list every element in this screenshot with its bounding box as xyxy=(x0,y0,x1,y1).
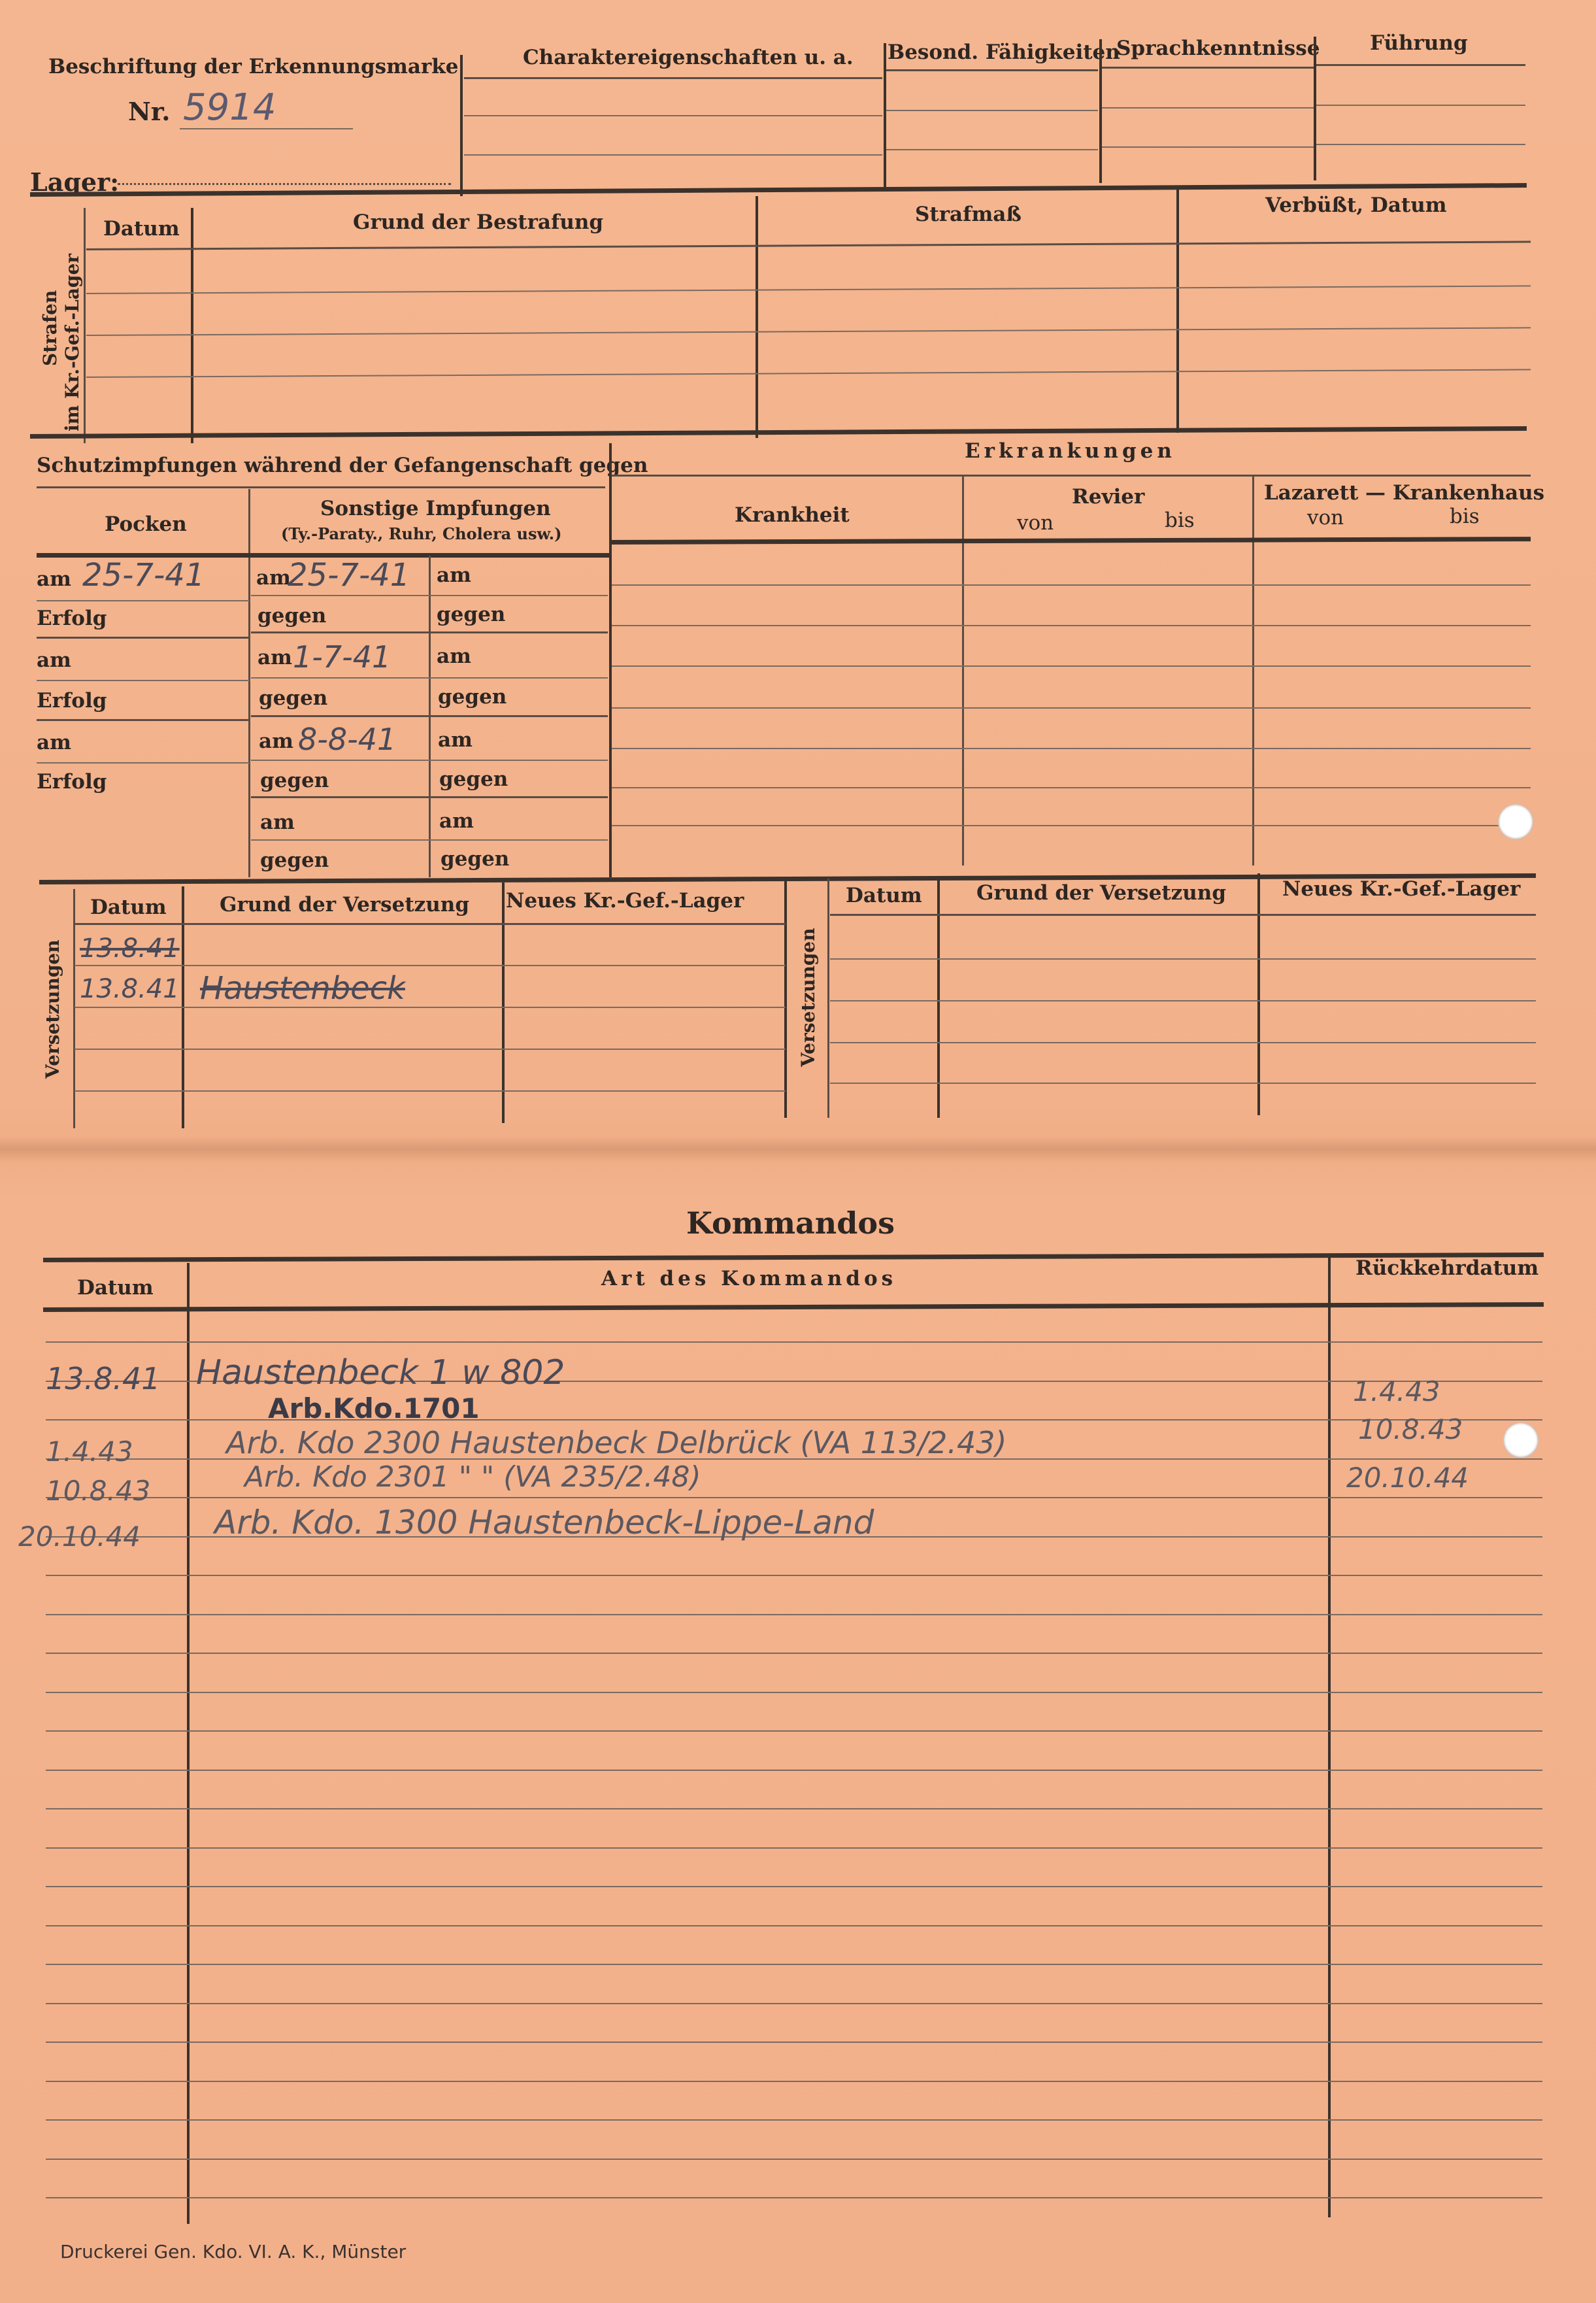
vers-r-divider-0 xyxy=(827,879,829,1118)
sonst-am-4: am xyxy=(260,811,295,834)
komm-ruled-line xyxy=(46,1341,1542,1343)
sonst-line-5 xyxy=(251,760,608,761)
strafen-divider-3 xyxy=(1176,190,1179,433)
sonst-line-4 xyxy=(251,715,608,717)
impfungen-title: Schutzimpfungen während der Gefangenschaft gegen xyxy=(37,454,648,477)
pocken-am-3: am xyxy=(37,731,71,754)
card-fold xyxy=(0,1136,1596,1162)
nr-underline xyxy=(180,128,353,129)
faehigkeiten-label: Besond. Fähigkeiten xyxy=(888,41,1120,64)
sprach-line-3 xyxy=(1102,146,1314,148)
vers-right-line-1 xyxy=(830,958,1536,960)
sonst-am-1b: am xyxy=(437,563,471,587)
sonst-gegen-3: gegen xyxy=(260,769,329,792)
fuehrung-line-1 xyxy=(1316,64,1525,66)
erk-line-6 xyxy=(612,787,1531,788)
punch-hole-1 xyxy=(1498,804,1533,839)
kommandos-datum-header: Datum xyxy=(77,1276,154,1300)
pocken-line-1 xyxy=(37,600,250,601)
charakter-line-1 xyxy=(464,77,882,79)
erk-divider-2 xyxy=(1252,476,1254,866)
komm-ruled-line xyxy=(46,1886,1542,1887)
komm-ruled-line xyxy=(46,2159,1542,2160)
lazarett-header: Lazarett — Krankenhaus xyxy=(1264,481,1545,505)
fuehrung-line-3 xyxy=(1316,144,1525,145)
pocken-erfolg-1: Erfolg xyxy=(37,607,107,630)
vers-left-line-2 xyxy=(75,1007,786,1008)
strafen-side-label-1: Strafen xyxy=(39,290,61,366)
sonst-gegen-4: gegen xyxy=(260,849,329,872)
komm-row2-art: Arb.Kdo.1701 xyxy=(268,1392,480,1424)
erk-line-2 xyxy=(612,625,1531,626)
strafen-header-rule xyxy=(86,241,1531,250)
lager-label: Lager: xyxy=(30,167,120,197)
faehigkeiten-line-2 xyxy=(886,110,1098,111)
sonst-line-3 xyxy=(251,677,608,679)
vers-left-line-3 xyxy=(75,1049,786,1050)
sonst-gegen-1: gegen xyxy=(258,604,327,628)
sonst-am-2b: am xyxy=(437,645,471,668)
sonst-line-1 xyxy=(251,595,608,596)
impf-divider-main xyxy=(609,443,612,877)
pocken-line-4 xyxy=(37,719,250,721)
strafen-side-label-2: im Kr.-Gef.-Lager xyxy=(61,253,83,431)
pocken-erfolg-3: Erfolg xyxy=(37,770,107,794)
lazarett-bis: bis xyxy=(1450,505,1480,528)
impfungen-title-rule xyxy=(37,486,605,488)
lazarett-von: von xyxy=(1307,506,1344,530)
vers-r-divider-2 xyxy=(1257,873,1260,1115)
sonst-date-2: 1-7-41 xyxy=(293,639,391,675)
komm-ruled-line xyxy=(46,1653,1542,1654)
erk-header-rule xyxy=(612,537,1531,545)
charakter-label: Charaktereigenschaften u. a. xyxy=(523,46,854,69)
komm-ruled-line xyxy=(46,1614,1542,1615)
komm-ruled-line xyxy=(46,1730,1542,1732)
revier-bis: bis xyxy=(1165,509,1195,532)
sonst-gegen-1b: gegen xyxy=(437,603,506,626)
kommandos-rueckkehr-header: Rückkehrdatum xyxy=(1355,1256,1539,1280)
erk-line-3 xyxy=(612,665,1531,667)
header-divider-1 xyxy=(460,55,463,196)
kommandos-header-rule xyxy=(43,1302,1544,1312)
komm-row4-rueck: 20.10.44 xyxy=(1346,1462,1469,1494)
vers-left-row1-date: 13.8.41 xyxy=(80,933,180,964)
strafen-verbuesst-header: Verbüßt, Datum xyxy=(1265,193,1447,217)
komm-row5-datum: 20.10.44 xyxy=(18,1521,141,1553)
strafen-row-line-3 xyxy=(86,369,1531,378)
vers-right-line-3 xyxy=(830,1042,1536,1043)
sonst-date-1: 25-7-41 xyxy=(288,557,410,594)
versetzungen-side-label-left: Versetzungen xyxy=(42,939,63,1079)
pocken-am-2: am xyxy=(37,648,71,672)
sonst-am-3b: am xyxy=(438,728,473,752)
vers-left-lager-header: Neues Kr.-Gef.-Lager xyxy=(506,889,744,913)
sonst-line-2 xyxy=(251,631,608,633)
pocken-line-5 xyxy=(37,762,250,764)
komm-row4-datum: 10.8.43 xyxy=(46,1475,151,1507)
komm-row1-datum: 13.8.41 xyxy=(46,1361,161,1396)
versetzungen-side-label-right: Versetzungen xyxy=(797,928,819,1067)
komm-ruled-line xyxy=(46,2197,1542,2198)
komm-ruled-line xyxy=(46,1770,1542,1771)
erkennungsmarke-label: Beschriftung der Erkennungsmarke xyxy=(48,55,459,78)
vers-l-divider-3 xyxy=(784,879,787,1118)
komm-divider-2 xyxy=(1328,1254,1331,2217)
erk-line-4 xyxy=(612,707,1531,709)
komm-ruled-line xyxy=(46,1964,1542,1965)
komm-ruled-line xyxy=(46,2003,1542,2004)
header-divider-4 xyxy=(1314,37,1316,180)
sonst-gegen-4b: gegen xyxy=(441,847,510,871)
komm-ruled-line xyxy=(46,1925,1542,1926)
vers-right-line-2 xyxy=(830,1000,1536,1001)
kommandos-art-header: Art des Kommandos xyxy=(601,1267,897,1290)
revier-header: Revier xyxy=(1072,485,1145,509)
strafen-grund-header: Grund der Bestrafung xyxy=(353,210,604,234)
kommandos-title: Kommandos xyxy=(686,1205,895,1241)
sonstige-sub-header: (Ty.-Paraty., Ruhr, Cholera usw.) xyxy=(281,524,562,543)
sprach-label: Sprachkenntnisse xyxy=(1116,37,1320,60)
vers-left-row2-grund: Haustenbeck xyxy=(200,970,405,1007)
pocken-line-3 xyxy=(37,680,250,681)
vers-left-row2-date: 13.8.41 xyxy=(80,974,180,1004)
pocken-line-2 xyxy=(37,637,250,639)
komm-row2-rueck: 1.4.43 xyxy=(1353,1375,1440,1407)
faehigkeiten-line-1 xyxy=(886,69,1098,71)
sonst-line-6 xyxy=(251,796,608,798)
vers-right-grund-header: Grund der Versetzung xyxy=(976,881,1226,905)
revier-von: von xyxy=(1017,511,1054,535)
komm-ruled-line xyxy=(46,2042,1542,2043)
kommandos-top-rule xyxy=(43,1252,1544,1262)
nr-value: 5914 xyxy=(183,86,276,129)
sonst-gegen-2: gegen xyxy=(259,686,328,710)
komm-row1-art: Haustenbeck 1 w 802 xyxy=(196,1353,565,1392)
sonst-am-4b: am xyxy=(439,809,474,833)
sonst-date-3: 8-8-41 xyxy=(298,722,397,757)
lager-dotted-line xyxy=(118,183,451,185)
erk-divider-1 xyxy=(962,476,964,866)
sonst-am-3: am xyxy=(259,730,293,753)
sonst-am-2: am xyxy=(258,646,292,669)
header-divider-2 xyxy=(884,43,886,188)
strafen-divider-1 xyxy=(191,208,193,443)
fuehrung-line-2 xyxy=(1316,105,1525,106)
pocken-date-1: 25-7-41 xyxy=(82,557,205,594)
komm-ruled-line xyxy=(46,1497,1542,1498)
nr-label: Nr. xyxy=(128,97,171,126)
erkrankungen-title-rule xyxy=(612,475,1531,477)
charakter-line-2 xyxy=(464,115,882,116)
strafen-strafmass-header: Strafmaß xyxy=(915,203,1022,226)
komm-ruled-line xyxy=(46,1575,1542,1576)
komm-row3-datum: 1.4.43 xyxy=(46,1436,133,1468)
sonst-gegen-2b: gegen xyxy=(438,685,507,709)
krankheit-header: Krankheit xyxy=(735,503,850,527)
strafen-bottom-rule xyxy=(30,426,1527,439)
strafen-divider-0 xyxy=(84,208,86,443)
pocken-am-1: am xyxy=(37,567,71,591)
strafen-datum-header: Datum xyxy=(103,217,180,241)
sprach-line-1 xyxy=(1102,67,1314,69)
erk-line-5 xyxy=(612,748,1531,749)
pocken-header: Pocken xyxy=(105,513,187,536)
vers-left-header-rule xyxy=(75,923,786,925)
impf-divider-1 xyxy=(248,489,250,877)
pocken-erfolg-2: Erfolg xyxy=(37,689,107,713)
komm-divider-1 xyxy=(187,1263,190,2224)
charakter-line-3 xyxy=(464,154,882,156)
vers-left-line-1 xyxy=(75,965,786,966)
vers-left-line-4 xyxy=(75,1090,786,1092)
vers-l-divider-2 xyxy=(502,883,505,1123)
sonst-gegen-3b: gegen xyxy=(439,767,508,791)
vers-right-line-4 xyxy=(830,1083,1536,1084)
komm-row5-art: Arb. Kdo. 1300 Haustenbeck-Lippe-Land xyxy=(214,1504,874,1541)
komm-row3-rueck: 10.8.43 xyxy=(1358,1413,1463,1445)
sprach-line-2 xyxy=(1102,107,1314,109)
sonst-am-1: am xyxy=(256,566,291,590)
sonstige-header: Sonstige Impfungen xyxy=(320,497,551,520)
komm-ruled-line xyxy=(46,2119,1542,2121)
erkrankungen-title: Erkrankungen xyxy=(965,439,1176,463)
vers-right-datum-header: Datum xyxy=(846,884,922,907)
komm-ruled-line xyxy=(46,1847,1542,1849)
faehigkeiten-line-3 xyxy=(886,149,1098,150)
erk-line-7 xyxy=(612,825,1531,826)
komm-ruled-line xyxy=(46,2081,1542,2082)
vers-left-grund-header: Grund der Versetzung xyxy=(220,893,469,916)
fuehrung-label: Führung xyxy=(1370,31,1468,55)
strafen-row-line-1 xyxy=(86,285,1531,294)
erk-line-1 xyxy=(612,584,1531,586)
header-divider-3 xyxy=(1099,39,1102,183)
komm-ruled-line xyxy=(46,1808,1542,1809)
komm-row3-art: Arb. Kdo 2300 Haustenbeck Delbrück (VA 113/2.43) xyxy=(226,1425,1007,1460)
punch-hole-2 xyxy=(1503,1422,1538,1458)
vers-right-header-rule xyxy=(830,914,1536,916)
strafen-divider-2 xyxy=(756,196,758,438)
sonst-line-7 xyxy=(251,839,608,841)
strafen-row-line-2 xyxy=(86,327,1531,336)
printer-imprint: Druckerei Gen. Kdo. VI. A. K., Münster xyxy=(60,2241,407,2262)
komm-row4-art: Arb. Kdo 2301 " " (VA 235/2.48) xyxy=(244,1460,701,1494)
vers-r-divider-1 xyxy=(937,876,940,1118)
vers-right-lager-header: Neues Kr.-Gef.-Lager xyxy=(1282,877,1521,901)
vers-left-datum-header: Datum xyxy=(90,896,167,919)
komm-ruled-line xyxy=(46,1692,1542,1693)
